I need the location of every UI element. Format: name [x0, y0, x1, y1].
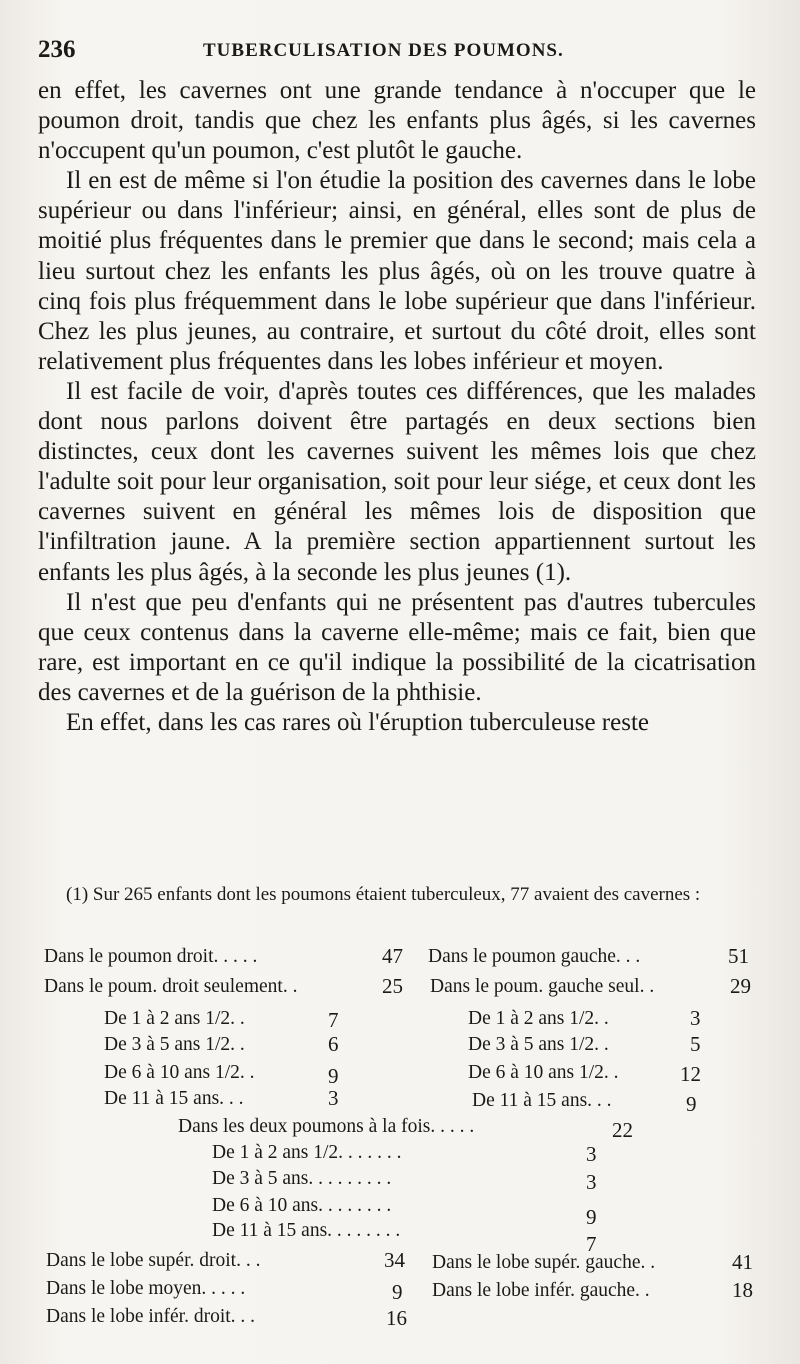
- footnote-separator: [36, 874, 756, 875]
- row-label: Dans le lobe infér. droit. . .: [46, 1306, 256, 1327]
- row-value: 34: [384, 1248, 405, 1272]
- row-value: 51: [728, 944, 749, 968]
- row-label: Dans le poumon droit. . . . .: [44, 946, 258, 967]
- row-value: 47: [382, 944, 403, 968]
- row-label: De 1 à 2 ans 1/2. .: [104, 1008, 245, 1029]
- paragraph: Il n'est que peu d'enfants qui ne présentent pas d'autres tubercules que ceux contenus dans la caverne elle-même; mais ce fait, bien que rare, est important en ce qu'il indique la possibilité de la cicatrisation des cavernes et de la guérison de la phthisie.: [38, 588, 756, 706]
- row-value: 29: [730, 974, 751, 998]
- row-label: Dans le lobe supér. droit. . .: [46, 1250, 261, 1271]
- row-label: Dans le lobe moyen. . . . .: [46, 1278, 246, 1299]
- row-value: 41: [732, 1250, 753, 1274]
- page-header: [38, 36, 758, 76]
- row-value: 9: [392, 1280, 403, 1304]
- row-label: Dans le lobe supér. gauche. .: [432, 1252, 656, 1273]
- row-value: 6: [328, 1032, 339, 1056]
- row-value: 9: [586, 1205, 597, 1229]
- row-value: 18: [732, 1278, 753, 1302]
- paragraph: Il en est de même si l'on étudie la position des cavernes dans le lobe supérieur ou dans l'inférieur; ainsi, en général, elles sont de plus de moitié plus fréquentes dans le premier que dans le second; mais cela a lieu surtout chez les enfants les plus âgés, où on les trouve quatre à cinq fois plus fréquemment dans le lobe supérieur que dans l'inférieur. Chez les plus jeunes, au contraire, et surtout du côté droit, elles sont relativement plus fréquentes dans les lobes inférieur et moyen.: [38, 167, 756, 375]
- main-text: [38, 76, 756, 738]
- paragraph: en effet, les cavernes ont une grande tendance à n'occuper que le poumon droit, tandis que chez les enfants plus âgés, si les cavernes n'occupent qu'un poumon, c'est plutôt le gauche.: [38, 77, 756, 165]
- row-value: 3: [328, 1086, 339, 1110]
- row-label: Dans les deux poumons à la fois. . . . .: [178, 1116, 475, 1137]
- row-label: De 3 à 5 ans 1/2. .: [468, 1034, 609, 1055]
- row-label: Dans le poum. droit seulement. .: [44, 976, 298, 997]
- row-label: De 1 à 2 ans 1/2. .: [468, 1008, 609, 1029]
- row-label: Dans le poum. gauche seul. .: [430, 976, 655, 997]
- row-label: De 6 à 10 ans. . . . . . . .: [212, 1195, 392, 1216]
- row-value: 9: [686, 1092, 697, 1116]
- row-label: Dans le lobe infér. gauche. .: [432, 1280, 650, 1301]
- row-value: 3: [690, 1006, 701, 1030]
- row-label: De 11 à 15 ans. . .: [472, 1090, 612, 1111]
- row-label: De 6 à 10 ans 1/2. .: [104, 1062, 255, 1083]
- running-title: TUBERCULISATION DES POUMONS.: [203, 40, 564, 61]
- row-label: De 11 à 15 ans. . . . . . . .: [212, 1220, 401, 1241]
- row-label: De 3 à 5 ans. . . . . . . . .: [212, 1168, 392, 1189]
- footnote: [38, 884, 756, 918]
- row-label: De 6 à 10 ans 1/2. .: [468, 1062, 619, 1083]
- page-number: 236: [38, 36, 76, 63]
- row-value: 7: [586, 1232, 597, 1256]
- paragraph: En effet, dans les cas rares où l'éruption tuberculeuse reste: [66, 708, 649, 736]
- row-label: Dans le poumon gauche. . .: [428, 946, 641, 967]
- row-value: 3: [586, 1142, 597, 1166]
- row-value: 5: [690, 1032, 701, 1056]
- row-label: De 3 à 5 ans 1/2. .: [104, 1034, 245, 1055]
- row-value: 9: [328, 1064, 339, 1088]
- row-label: De 1 à 2 ans 1/2. . . . . . .: [212, 1142, 402, 1163]
- row-label: De 11 à 15 ans. . .: [104, 1088, 244, 1109]
- paragraph: Il est facile de voir, d'après toutes ces différences, que les malades dont nous parlons doivent être partagés en deux sections bien distinctes, ceux dont les cavernes suivent les mêmes lois que chez l'adulte soit pour leur organisation, soit pour leur siége, et ceux dont les cavernes suivent en général les mêmes lois de disposition que l'infiltration jaune. A la première section appartiennent surtout les enfants les plus âgés, à la seconde les plus jeunes (1).: [38, 377, 756, 586]
- row-value: 25: [382, 974, 403, 998]
- row-value: 3: [586, 1170, 597, 1194]
- row-value: 12: [680, 1062, 701, 1086]
- row-value: 7: [328, 1008, 339, 1032]
- row-value: 16: [386, 1306, 407, 1330]
- row-value: 22: [612, 1118, 633, 1142]
- footnote-intro: (1) Sur 265 enfants dont les poumons étaient tuberculeux, 77 avaient des cavernes :: [66, 884, 701, 905]
